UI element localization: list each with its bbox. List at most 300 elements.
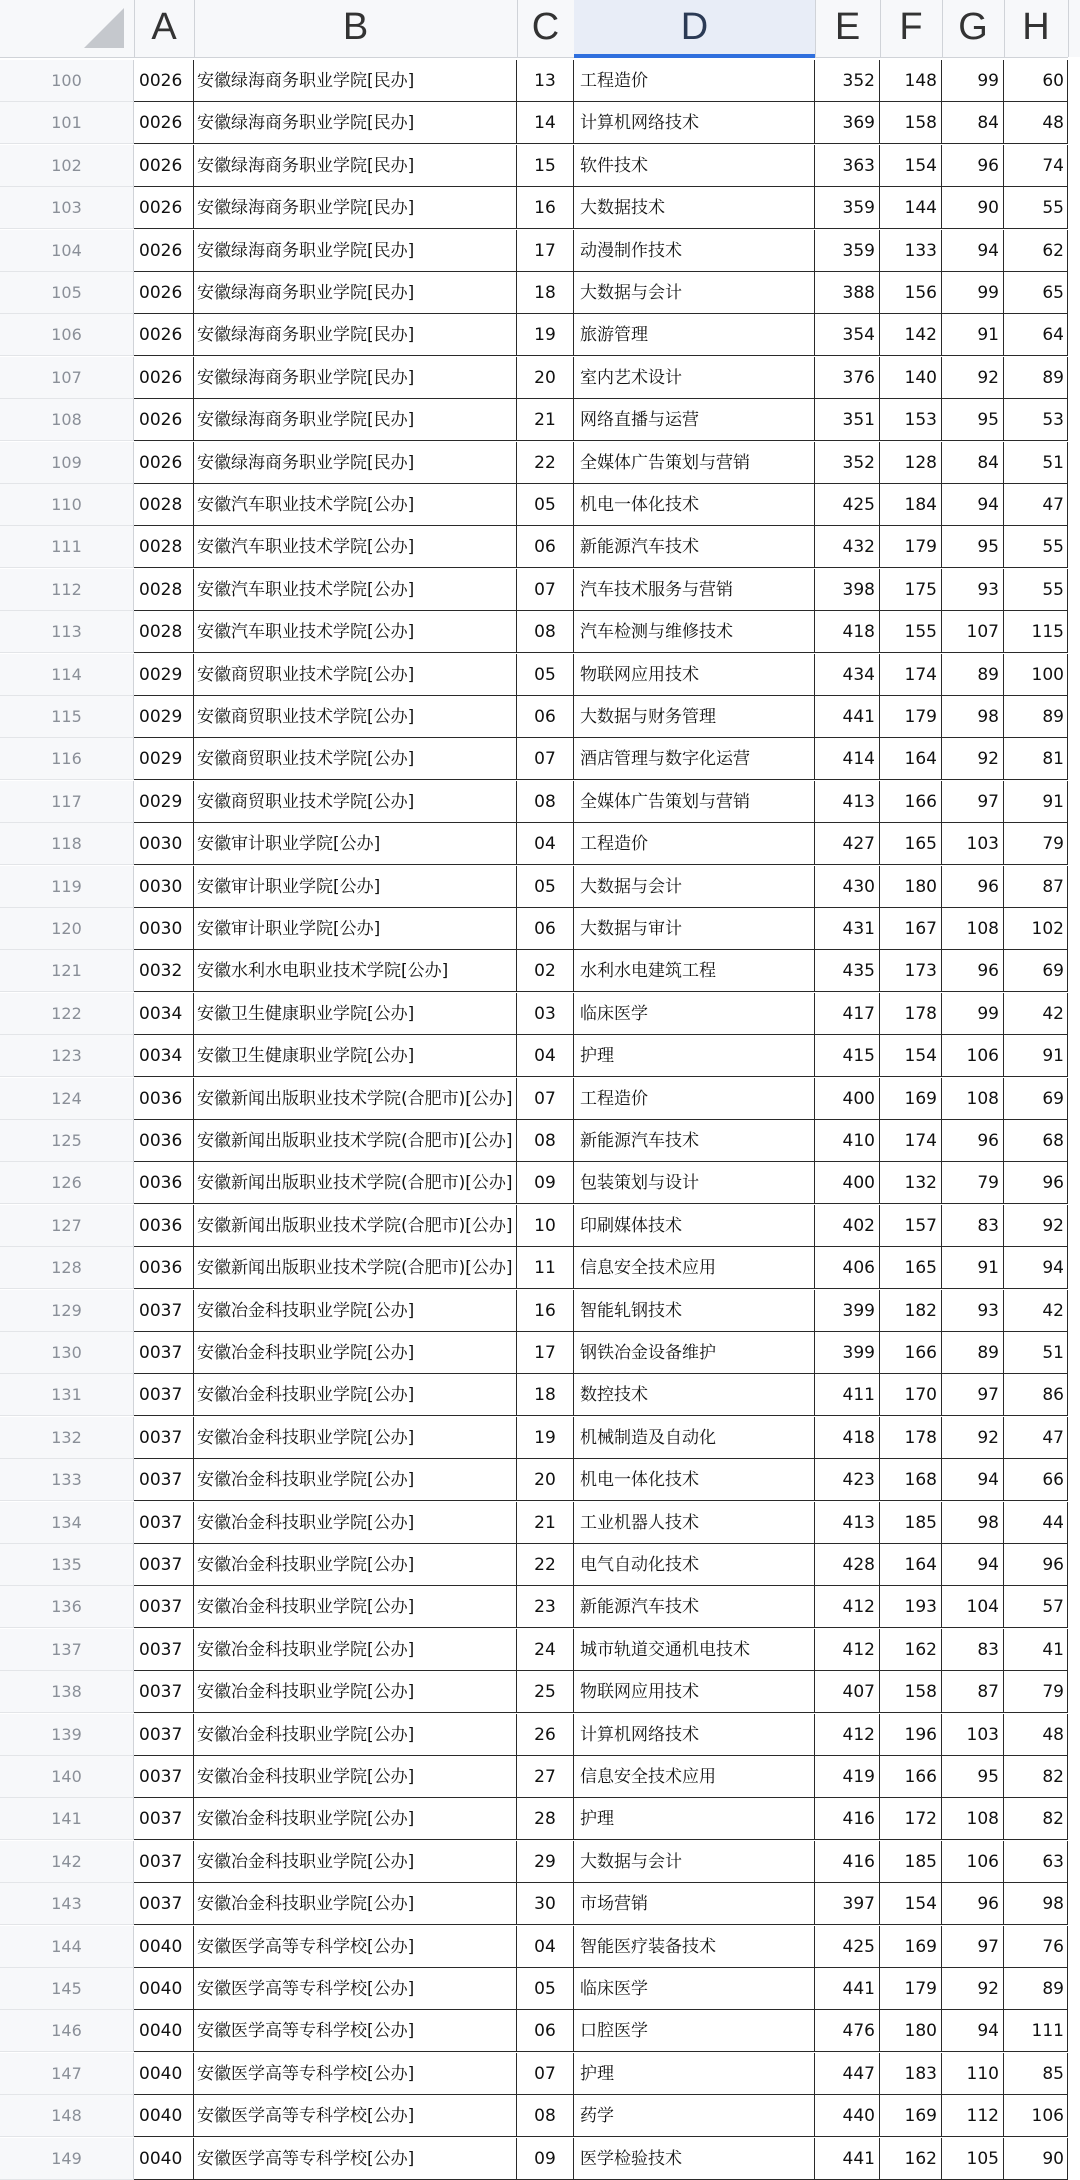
cell-d[interactable]: 软件技术 bbox=[574, 145, 815, 187]
cell-b[interactable]: 安徽新闻出版职业技术学院(合肥市)[公办] bbox=[194, 1205, 517, 1247]
cell-a[interactable]: 0028 bbox=[134, 611, 194, 653]
cell-d[interactable]: 电气自动化技术 bbox=[574, 1544, 815, 1586]
cell-d[interactable]: 护理 bbox=[574, 1035, 815, 1077]
cell-c[interactable]: 02 bbox=[517, 950, 574, 992]
cell-a[interactable]: 0037 bbox=[134, 1417, 194, 1459]
cell-g[interactable]: 95 bbox=[942, 526, 1004, 568]
cell-f[interactable]: 158 bbox=[880, 1671, 942, 1713]
cell-h[interactable]: 94 bbox=[1004, 1247, 1068, 1289]
cell-a[interactable]: 0026 bbox=[134, 272, 194, 314]
cell-a[interactable]: 0034 bbox=[134, 1035, 194, 1077]
cell-g[interactable]: 93 bbox=[942, 1290, 1004, 1332]
cell-c[interactable]: 05 bbox=[517, 484, 574, 526]
cell-a[interactable]: 0030 bbox=[134, 823, 194, 865]
cell-c[interactable]: 17 bbox=[517, 1332, 574, 1374]
row-number[interactable]: 148 bbox=[0, 2095, 134, 2137]
cell-e[interactable]: 369 bbox=[815, 102, 880, 144]
cell-h[interactable]: 92 bbox=[1004, 1205, 1068, 1247]
cell-h[interactable]: 55 bbox=[1004, 526, 1068, 568]
cell-g[interactable]: 89 bbox=[942, 1332, 1004, 1374]
cell-h[interactable]: 89 bbox=[1004, 357, 1068, 399]
cell-d[interactable]: 物联网应用技术 bbox=[574, 1671, 815, 1713]
cell-h[interactable]: 106 bbox=[1004, 2095, 1068, 2137]
cell-h[interactable]: 74 bbox=[1004, 145, 1068, 187]
cell-g[interactable]: 99 bbox=[942, 993, 1004, 1035]
cell-f[interactable]: 178 bbox=[880, 1417, 942, 1459]
cell-e[interactable]: 359 bbox=[815, 187, 880, 229]
cell-g[interactable]: 92 bbox=[942, 738, 1004, 780]
cell-h[interactable]: 66 bbox=[1004, 1459, 1068, 1501]
cell-g[interactable]: 106 bbox=[942, 1035, 1004, 1077]
cell-c[interactable]: 09 bbox=[517, 1162, 574, 1204]
row-number[interactable]: 145 bbox=[0, 1968, 134, 2010]
row-number[interactable]: 108 bbox=[0, 399, 134, 441]
cell-d[interactable]: 大数据与会计 bbox=[574, 866, 815, 908]
cell-g[interactable]: 99 bbox=[942, 272, 1004, 314]
cell-c[interactable]: 30 bbox=[517, 1883, 574, 1925]
cell-h[interactable]: 111 bbox=[1004, 2010, 1068, 2052]
cell-b[interactable]: 安徽绿海商务职业学院[民办] bbox=[194, 357, 517, 399]
cell-b[interactable]: 安徽绿海商务职业学院[民办] bbox=[194, 442, 517, 484]
cell-g[interactable]: 108 bbox=[942, 1078, 1004, 1120]
cell-b[interactable]: 安徽商贸职业技术学院[公办] bbox=[194, 781, 517, 823]
column-header-b[interactable]: B bbox=[194, 0, 518, 57]
cell-d[interactable]: 机械制造及自动化 bbox=[574, 1417, 815, 1459]
cell-e[interactable]: 435 bbox=[815, 950, 880, 992]
cell-c[interactable]: 05 bbox=[517, 1968, 574, 2010]
cell-a[interactable]: 0028 bbox=[134, 569, 194, 611]
cell-b[interactable]: 安徽审计职业学院[公办] bbox=[194, 823, 517, 865]
cell-a[interactable]: 0040 bbox=[134, 1968, 194, 2010]
cell-g[interactable]: 83 bbox=[942, 1629, 1004, 1671]
cell-e[interactable]: 399 bbox=[815, 1332, 880, 1374]
cell-b[interactable]: 安徽冶金科技职业学院[公办] bbox=[194, 1417, 517, 1459]
cell-d[interactable]: 物联网应用技术 bbox=[574, 654, 815, 696]
cell-e[interactable]: 441 bbox=[815, 1968, 880, 2010]
cell-d[interactable]: 计算机网络技术 bbox=[574, 1714, 815, 1756]
cell-e[interactable]: 400 bbox=[815, 1162, 880, 1204]
cell-a[interactable]: 0026 bbox=[134, 357, 194, 399]
cell-f[interactable]: 178 bbox=[880, 993, 942, 1035]
cell-b[interactable]: 安徽医学高等专科学校[公办] bbox=[194, 1968, 517, 2010]
cell-b[interactable]: 安徽审计职业学院[公办] bbox=[194, 908, 517, 950]
cell-h[interactable]: 91 bbox=[1004, 781, 1068, 823]
row-number[interactable]: 119 bbox=[0, 866, 134, 908]
cell-g[interactable]: 99 bbox=[942, 60, 1004, 102]
cell-a[interactable]: 0037 bbox=[134, 1374, 194, 1416]
cell-g[interactable]: 103 bbox=[942, 1714, 1004, 1756]
cell-c[interactable]: 15 bbox=[517, 145, 574, 187]
cell-c[interactable]: 26 bbox=[517, 1714, 574, 1756]
cell-c[interactable]: 05 bbox=[517, 654, 574, 696]
row-number[interactable]: 113 bbox=[0, 611, 134, 653]
row-number[interactable]: 127 bbox=[0, 1205, 134, 1247]
cell-a[interactable]: 0037 bbox=[134, 1756, 194, 1798]
cell-d[interactable]: 大数据技术 bbox=[574, 187, 815, 229]
cell-h[interactable]: 47 bbox=[1004, 1417, 1068, 1459]
cell-c[interactable]: 22 bbox=[517, 1544, 574, 1586]
cell-b[interactable]: 安徽冶金科技职业学院[公办] bbox=[194, 1714, 517, 1756]
row-number[interactable]: 147 bbox=[0, 2053, 134, 2095]
cell-h[interactable]: 85 bbox=[1004, 2053, 1068, 2095]
cell-h[interactable]: 89 bbox=[1004, 696, 1068, 738]
cell-b[interactable]: 安徽冶金科技职业学院[公办] bbox=[194, 1586, 517, 1628]
cell-f[interactable]: 140 bbox=[880, 357, 942, 399]
cell-f[interactable]: 148 bbox=[880, 60, 942, 102]
cell-c[interactable]: 20 bbox=[517, 357, 574, 399]
cell-h[interactable]: 86 bbox=[1004, 1374, 1068, 1416]
cell-c[interactable]: 11 bbox=[517, 1247, 574, 1289]
cell-f[interactable]: 144 bbox=[880, 187, 942, 229]
cell-g[interactable]: 94 bbox=[942, 1544, 1004, 1586]
cell-a[interactable]: 0040 bbox=[134, 2053, 194, 2095]
row-number[interactable]: 101 bbox=[0, 102, 134, 144]
cell-a[interactable]: 0036 bbox=[134, 1120, 194, 1162]
cell-c[interactable]: 16 bbox=[517, 187, 574, 229]
cell-f[interactable]: 155 bbox=[880, 611, 942, 653]
cell-d[interactable]: 印刷媒体技术 bbox=[574, 1205, 815, 1247]
cell-c[interactable]: 22 bbox=[517, 442, 574, 484]
cell-a[interactable]: 0029 bbox=[134, 654, 194, 696]
cell-g[interactable]: 95 bbox=[942, 399, 1004, 441]
cell-e[interactable]: 441 bbox=[815, 2138, 880, 2180]
cell-h[interactable]: 57 bbox=[1004, 1586, 1068, 1628]
cell-b[interactable]: 安徽绿海商务职业学院[民办] bbox=[194, 145, 517, 187]
cell-h[interactable]: 47 bbox=[1004, 484, 1068, 526]
cell-f[interactable]: 184 bbox=[880, 484, 942, 526]
cell-f[interactable]: 142 bbox=[880, 314, 942, 356]
cell-f[interactable]: 154 bbox=[880, 145, 942, 187]
row-number[interactable]: 134 bbox=[0, 1502, 134, 1544]
cell-f[interactable]: 167 bbox=[880, 908, 942, 950]
cell-b[interactable]: 安徽医学高等专科学校[公办] bbox=[194, 1926, 517, 1968]
row-number[interactable]: 125 bbox=[0, 1120, 134, 1162]
cell-e[interactable]: 430 bbox=[815, 866, 880, 908]
cell-d[interactable]: 计算机网络技术 bbox=[574, 102, 815, 144]
cell-b[interactable]: 安徽冶金科技职业学院[公办] bbox=[194, 1756, 517, 1798]
row-number[interactable]: 128 bbox=[0, 1247, 134, 1289]
cell-g[interactable]: 96 bbox=[942, 1883, 1004, 1925]
cell-d[interactable]: 护理 bbox=[574, 2053, 815, 2095]
cell-d[interactable]: 大数据与会计 bbox=[574, 272, 815, 314]
cell-b[interactable]: 安徽新闻出版职业技术学院(合肥市)[公办] bbox=[194, 1162, 517, 1204]
cell-e[interactable]: 363 bbox=[815, 145, 880, 187]
cell-e[interactable]: 412 bbox=[815, 1714, 880, 1756]
cell-b[interactable]: 安徽汽车职业技术学院[公办] bbox=[194, 484, 517, 526]
cell-h[interactable]: 79 bbox=[1004, 1671, 1068, 1713]
cell-e[interactable]: 441 bbox=[815, 696, 880, 738]
cell-e[interactable]: 428 bbox=[815, 1544, 880, 1586]
cell-f[interactable]: 180 bbox=[880, 866, 942, 908]
row-number[interactable]: 137 bbox=[0, 1629, 134, 1671]
cell-c[interactable]: 10 bbox=[517, 1205, 574, 1247]
cell-f[interactable]: 165 bbox=[880, 823, 942, 865]
cell-h[interactable]: 65 bbox=[1004, 272, 1068, 314]
row-number[interactable]: 133 bbox=[0, 1459, 134, 1501]
cell-f[interactable]: 128 bbox=[880, 442, 942, 484]
cell-c[interactable]: 23 bbox=[517, 1586, 574, 1628]
cell-e[interactable]: 427 bbox=[815, 823, 880, 865]
cell-d[interactable]: 智能医疗装备技术 bbox=[574, 1926, 815, 1968]
cell-e[interactable]: 432 bbox=[815, 526, 880, 568]
row-number[interactable]: 120 bbox=[0, 908, 134, 950]
cell-g[interactable]: 92 bbox=[942, 1417, 1004, 1459]
cell-e[interactable]: 419 bbox=[815, 1756, 880, 1798]
cell-d[interactable]: 包装策划与设计 bbox=[574, 1162, 815, 1204]
cell-h[interactable]: 82 bbox=[1004, 1798, 1068, 1840]
row-number[interactable]: 115 bbox=[0, 696, 134, 738]
row-number[interactable]: 136 bbox=[0, 1586, 134, 1628]
cell-b[interactable]: 安徽冶金科技职业学院[公办] bbox=[194, 1290, 517, 1332]
cell-a[interactable]: 0040 bbox=[134, 1926, 194, 1968]
cell-h[interactable]: 89 bbox=[1004, 1968, 1068, 2010]
cell-a[interactable]: 0037 bbox=[134, 1798, 194, 1840]
cell-h[interactable]: 96 bbox=[1004, 1162, 1068, 1204]
cell-h[interactable]: 98 bbox=[1004, 1883, 1068, 1925]
row-number[interactable]: 100 bbox=[0, 60, 134, 102]
cell-b[interactable]: 安徽冶金科技职业学院[公办] bbox=[194, 1332, 517, 1374]
cell-a[interactable]: 0026 bbox=[134, 102, 194, 144]
row-number[interactable]: 144 bbox=[0, 1926, 134, 1968]
cell-h[interactable]: 115 bbox=[1004, 611, 1068, 653]
cell-g[interactable]: 96 bbox=[942, 1120, 1004, 1162]
cell-b[interactable]: 安徽汽车职业技术学院[公办] bbox=[194, 569, 517, 611]
cell-h[interactable]: 44 bbox=[1004, 1502, 1068, 1544]
cell-b[interactable]: 安徽冶金科技职业学院[公办] bbox=[194, 1883, 517, 1925]
row-number[interactable]: 106 bbox=[0, 314, 134, 356]
cell-b[interactable]: 安徽卫生健康职业学院[公办] bbox=[194, 993, 517, 1035]
cell-a[interactable]: 0029 bbox=[134, 781, 194, 823]
cell-c[interactable]: 21 bbox=[517, 399, 574, 441]
cell-h[interactable]: 102 bbox=[1004, 908, 1068, 950]
cell-a[interactable]: 0030 bbox=[134, 866, 194, 908]
cell-c[interactable]: 28 bbox=[517, 1798, 574, 1840]
cell-a[interactable]: 0037 bbox=[134, 1714, 194, 1756]
cell-c[interactable]: 04 bbox=[517, 1035, 574, 1077]
cell-b[interactable]: 安徽冶金科技职业学院[公办] bbox=[194, 1544, 517, 1586]
cell-h[interactable]: 60 bbox=[1004, 60, 1068, 102]
cell-f[interactable]: 157 bbox=[880, 1205, 942, 1247]
cell-e[interactable]: 440 bbox=[815, 2095, 880, 2137]
row-number[interactable]: 122 bbox=[0, 993, 134, 1035]
cell-a[interactable]: 0028 bbox=[134, 526, 194, 568]
cell-a[interactable]: 0037 bbox=[134, 1841, 194, 1883]
cell-f[interactable]: 162 bbox=[880, 2138, 942, 2180]
cell-h[interactable]: 55 bbox=[1004, 187, 1068, 229]
cell-c[interactable]: 05 bbox=[517, 866, 574, 908]
cell-d[interactable]: 大数据与会计 bbox=[574, 1841, 815, 1883]
cell-d[interactable]: 数控技术 bbox=[574, 1374, 815, 1416]
cell-e[interactable]: 407 bbox=[815, 1671, 880, 1713]
row-number[interactable]: 135 bbox=[0, 1544, 134, 1586]
cell-e[interactable]: 352 bbox=[815, 442, 880, 484]
cell-e[interactable]: 400 bbox=[815, 1078, 880, 1120]
cell-c[interactable]: 29 bbox=[517, 1841, 574, 1883]
cell-d[interactable]: 工业机器人技术 bbox=[574, 1502, 815, 1544]
cell-c[interactable]: 06 bbox=[517, 908, 574, 950]
cell-g[interactable]: 103 bbox=[942, 823, 1004, 865]
cell-f[interactable]: 164 bbox=[880, 1544, 942, 1586]
cell-g[interactable]: 84 bbox=[942, 442, 1004, 484]
row-number[interactable]: 118 bbox=[0, 823, 134, 865]
cell-a[interactable]: 0034 bbox=[134, 993, 194, 1035]
row-number[interactable]: 129 bbox=[0, 1290, 134, 1332]
cell-a[interactable]: 0029 bbox=[134, 738, 194, 780]
cell-b[interactable]: 安徽绿海商务职业学院[民办] bbox=[194, 187, 517, 229]
cell-d[interactable]: 信息安全技术应用 bbox=[574, 1756, 815, 1798]
cell-g[interactable]: 96 bbox=[942, 145, 1004, 187]
cell-c[interactable]: 16 bbox=[517, 1290, 574, 1332]
cell-f[interactable]: 153 bbox=[880, 399, 942, 441]
cell-a[interactable]: 0030 bbox=[134, 908, 194, 950]
cell-g[interactable]: 96 bbox=[942, 866, 1004, 908]
cell-e[interactable]: 397 bbox=[815, 1883, 880, 1925]
cell-f[interactable]: 179 bbox=[880, 696, 942, 738]
cell-d[interactable]: 室内艺术设计 bbox=[574, 357, 815, 399]
row-number[interactable]: 138 bbox=[0, 1671, 134, 1713]
cell-b[interactable]: 安徽绿海商务职业学院[民办] bbox=[194, 230, 517, 272]
cell-h[interactable]: 42 bbox=[1004, 993, 1068, 1035]
cell-a[interactable]: 0036 bbox=[134, 1078, 194, 1120]
cell-g[interactable]: 94 bbox=[942, 484, 1004, 526]
row-number[interactable]: 130 bbox=[0, 1332, 134, 1374]
row-number[interactable]: 116 bbox=[0, 738, 134, 780]
cell-e[interactable]: 425 bbox=[815, 484, 880, 526]
cell-c[interactable]: 08 bbox=[517, 2095, 574, 2137]
cell-b[interactable]: 安徽冶金科技职业学院[公办] bbox=[194, 1841, 517, 1883]
cell-h[interactable]: 51 bbox=[1004, 442, 1068, 484]
cell-g[interactable]: 91 bbox=[942, 314, 1004, 356]
cell-h[interactable]: 53 bbox=[1004, 399, 1068, 441]
row-number[interactable]: 114 bbox=[0, 654, 134, 696]
cell-b[interactable]: 安徽商贸职业技术学院[公办] bbox=[194, 696, 517, 738]
cell-h[interactable]: 48 bbox=[1004, 102, 1068, 144]
cell-b[interactable]: 安徽冶金科技职业学院[公办] bbox=[194, 1374, 517, 1416]
cell-d[interactable]: 全媒体广告策划与营销 bbox=[574, 781, 815, 823]
cell-h[interactable]: 76 bbox=[1004, 1926, 1068, 1968]
cell-e[interactable]: 431 bbox=[815, 908, 880, 950]
cell-h[interactable]: 82 bbox=[1004, 1756, 1068, 1798]
cell-e[interactable]: 413 bbox=[815, 781, 880, 823]
cell-g[interactable]: 107 bbox=[942, 611, 1004, 653]
cell-g[interactable]: 97 bbox=[942, 781, 1004, 823]
cell-a[interactable]: 0037 bbox=[134, 1502, 194, 1544]
cell-c[interactable]: 06 bbox=[517, 526, 574, 568]
row-number[interactable]: 131 bbox=[0, 1374, 134, 1416]
cell-f[interactable]: 166 bbox=[880, 1332, 942, 1374]
cell-c[interactable]: 06 bbox=[517, 2010, 574, 2052]
cell-b[interactable]: 安徽冶金科技职业学院[公办] bbox=[194, 1459, 517, 1501]
row-number[interactable]: 107 bbox=[0, 357, 134, 399]
cell-f[interactable]: 132 bbox=[880, 1162, 942, 1204]
cell-g[interactable]: 108 bbox=[942, 1798, 1004, 1840]
cell-e[interactable]: 376 bbox=[815, 357, 880, 399]
cell-b[interactable]: 安徽医学高等专科学校[公办] bbox=[194, 2138, 517, 2180]
cell-f[interactable]: 182 bbox=[880, 1290, 942, 1332]
cell-a[interactable]: 0040 bbox=[134, 2010, 194, 2052]
cell-g[interactable]: 91 bbox=[942, 1247, 1004, 1289]
cell-e[interactable]: 414 bbox=[815, 738, 880, 780]
cell-f[interactable]: 156 bbox=[880, 272, 942, 314]
cell-f[interactable]: 174 bbox=[880, 654, 942, 696]
cell-d[interactable]: 酒店管理与数字化运营 bbox=[574, 738, 815, 780]
row-number[interactable]: 141 bbox=[0, 1798, 134, 1840]
select-all-corner[interactable] bbox=[0, 0, 135, 57]
cell-c[interactable]: 04 bbox=[517, 823, 574, 865]
cell-f[interactable]: 164 bbox=[880, 738, 942, 780]
cell-e[interactable]: 418 bbox=[815, 1417, 880, 1459]
cell-c[interactable]: 03 bbox=[517, 993, 574, 1035]
cell-e[interactable]: 447 bbox=[815, 2053, 880, 2095]
cell-e[interactable]: 388 bbox=[815, 272, 880, 314]
cell-a[interactable]: 0037 bbox=[134, 1290, 194, 1332]
cell-e[interactable]: 351 bbox=[815, 399, 880, 441]
cell-g[interactable]: 79 bbox=[942, 1162, 1004, 1204]
cell-a[interactable]: 0037 bbox=[134, 1459, 194, 1501]
row-number[interactable]: 146 bbox=[0, 2010, 134, 2052]
cell-a[interactable]: 0026 bbox=[134, 399, 194, 441]
cell-b[interactable]: 安徽医学高等专科学校[公办] bbox=[194, 2095, 517, 2137]
cell-c[interactable]: 07 bbox=[517, 2053, 574, 2095]
cell-a[interactable]: 0037 bbox=[134, 1671, 194, 1713]
cell-e[interactable]: 413 bbox=[815, 1502, 880, 1544]
cell-g[interactable]: 89 bbox=[942, 654, 1004, 696]
cell-g[interactable]: 112 bbox=[942, 2095, 1004, 2137]
row-number[interactable]: 123 bbox=[0, 1035, 134, 1077]
cell-c[interactable]: 19 bbox=[517, 314, 574, 356]
cell-c[interactable]: 06 bbox=[517, 696, 574, 738]
cell-b[interactable]: 安徽绿海商务职业学院[民办] bbox=[194, 102, 517, 144]
cell-c[interactable]: 24 bbox=[517, 1629, 574, 1671]
cell-d[interactable]: 机电一体化技术 bbox=[574, 1459, 815, 1501]
cell-h[interactable]: 51 bbox=[1004, 1332, 1068, 1374]
cell-d[interactable]: 护理 bbox=[574, 1798, 815, 1840]
cell-c[interactable]: 17 bbox=[517, 230, 574, 272]
cell-g[interactable]: 95 bbox=[942, 1756, 1004, 1798]
cell-f[interactable]: 169 bbox=[880, 2095, 942, 2137]
cell-b[interactable]: 安徽新闻出版职业技术学院(合肥市)[公办] bbox=[194, 1247, 517, 1289]
cell-c[interactable]: 04 bbox=[517, 1926, 574, 1968]
column-header-e[interactable]: E bbox=[815, 0, 881, 57]
cell-h[interactable]: 68 bbox=[1004, 1120, 1068, 1162]
cell-e[interactable]: 476 bbox=[815, 2010, 880, 2052]
cell-e[interactable]: 402 bbox=[815, 1205, 880, 1247]
row-number[interactable]: 142 bbox=[0, 1841, 134, 1883]
cell-a[interactable]: 0026 bbox=[134, 442, 194, 484]
cell-e[interactable]: 406 bbox=[815, 1247, 880, 1289]
cell-d[interactable]: 医学检验技术 bbox=[574, 2138, 815, 2180]
cell-f[interactable]: 196 bbox=[880, 1714, 942, 1756]
row-number[interactable]: 132 bbox=[0, 1417, 134, 1459]
cell-e[interactable]: 416 bbox=[815, 1798, 880, 1840]
cell-a[interactable]: 0040 bbox=[134, 2095, 194, 2137]
cell-d[interactable]: 药学 bbox=[574, 2095, 815, 2137]
cell-a[interactable]: 0026 bbox=[134, 145, 194, 187]
cell-b[interactable]: 安徽绿海商务职业学院[民办] bbox=[194, 314, 517, 356]
cell-f[interactable]: 185 bbox=[880, 1841, 942, 1883]
row-number[interactable]: 117 bbox=[0, 781, 134, 823]
column-header-f[interactable]: F bbox=[880, 0, 943, 57]
cell-g[interactable]: 93 bbox=[942, 569, 1004, 611]
row-number[interactable]: 112 bbox=[0, 569, 134, 611]
row-number[interactable]: 105 bbox=[0, 272, 134, 314]
cell-g[interactable]: 108 bbox=[942, 908, 1004, 950]
cell-e[interactable]: 417 bbox=[815, 993, 880, 1035]
cell-c[interactable]: 13 bbox=[517, 60, 574, 102]
column-header-g[interactable]: G bbox=[942, 0, 1005, 57]
cell-h[interactable]: 100 bbox=[1004, 654, 1068, 696]
cell-d[interactable]: 水利水电建筑工程 bbox=[574, 950, 815, 992]
